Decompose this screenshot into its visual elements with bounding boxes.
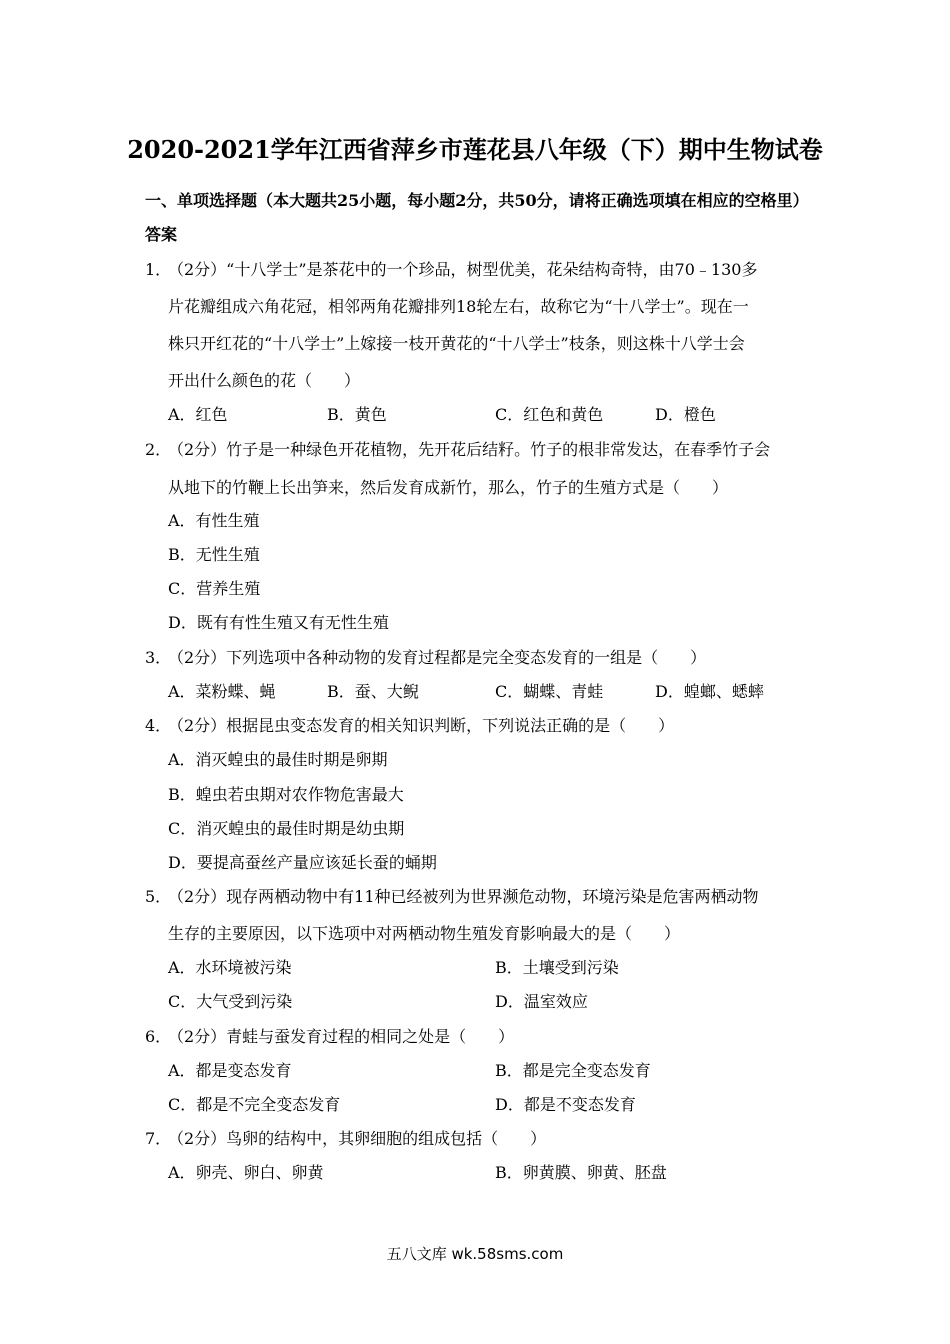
page-title: 2020-2021学年江西省萍乡市莲花县八年级（下）期中生物试卷 (127, 135, 823, 164)
question-stem-line: 生存的主要原因，以下选项中对两栖动物生殖发育影响最大的是（ ） (168, 924, 681, 943)
option-d: D．既有有性生殖又有无性生殖 (168, 613, 389, 632)
question-stem-line: （2分）“十八学士”是茶花中的一个珍品，树型优美，花朵结构奇特，由70﹣130多 (168, 260, 758, 279)
option-b: B．无性生殖 (168, 545, 260, 564)
option-b: B．卵黄膜、卵黄、胚盘 (495, 1163, 667, 1182)
question-stem-line: （2分）青蛙与蚕发育过程的相同之处是（ ） (168, 1027, 515, 1046)
footer-watermark: 五八文库 wk.58sms.com (386, 1245, 564, 1263)
option-c: C．都是不完全变态发育 (168, 1095, 341, 1114)
question-stem-line: （2分）现存两栖动物中有11种已经被列为世界濒危动物，环境污染是危害两栖动物 (168, 887, 759, 906)
option-d: D．都是不变态发育 (495, 1095, 636, 1114)
question-number: 1． (145, 260, 172, 279)
option-b: B．蝗虫若虫期对农作物危害最大 (168, 785, 404, 804)
option-b: B．蚕、大鲵 (327, 682, 419, 701)
option-d: D．温室效应 (495, 992, 588, 1011)
option-a: A．菜粉蝶、蝇 (168, 682, 276, 701)
option-d: D．蝗螂、蟋蟀 (655, 682, 764, 701)
question-stem-line: 开出什么颜色的花（ ） (168, 371, 361, 390)
option-b: B．黄色 (327, 405, 387, 424)
option-a: A．都是变态发育 (168, 1061, 292, 1080)
question-stem-line: 株只开红花的“十八学士”上嫁接一枝开黄花的“十八学士”枝条，则这株十八学士会 (168, 334, 745, 353)
question-number: 6． (145, 1027, 172, 1046)
question-stem-line: （2分）根据昆虫变态发育的相关知识判断，下列说法正确的是（ ） (168, 716, 675, 735)
option-a: A．有性生殖 (168, 511, 260, 530)
question-stem-line: （2分）竹子是一种绿色开花植物，先开花后结籽。竹子的根非常发达，在春季竹子会 (168, 440, 771, 459)
question-stem-line: 片花瓣组成六角花冠，相邻两角花瓣排列18轮左右，故称它为“十八学士”。现在一 (168, 297, 749, 316)
option-d: D．要提高蚕丝产量应该延长蚕的蛹期 (168, 853, 437, 872)
question-stem-line: （2分）鸟卵的结构中，其卵细胞的组成包括（ ） (168, 1129, 547, 1148)
section-heading: 一、单项选择题（本大题共25小题，每小题2分，共50分，请将正确选项填在相应的空格里）答案 (145, 191, 809, 244)
option-b: B．都是完全变态发育 (495, 1061, 651, 1080)
question-stem-line: 从地下的竹鞭上长出笋来，然后发育成新竹，那么，竹子的生殖方式是（ ） (168, 478, 729, 497)
question-stem-line: （2分）下列选项中各种动物的发育过程都是完全变态发育的一组是（ ） (168, 648, 707, 667)
option-a: A．消灭蝗虫的最佳时期是卵期 (168, 750, 388, 769)
question-number: 4． (145, 716, 172, 735)
option-c: C．蝴蝶、青蛙 (495, 682, 604, 701)
question-number: 3． (145, 648, 172, 667)
option-c: C．营养生殖 (168, 579, 261, 598)
question-number: 7． (145, 1129, 172, 1148)
option-b: B．土壤受到污染 (495, 958, 619, 977)
option-a: A．卵壳、卵白、卵黄 (168, 1163, 324, 1182)
option-c: C．大气受到污染 (168, 992, 293, 1011)
option-d: D．橙色 (655, 405, 716, 424)
option-a: A．水环境被污染 (168, 958, 292, 977)
option-c: C．消灭蝗虫的最佳时期是幼虫期 (168, 819, 405, 838)
option-a: A．红色 (168, 405, 228, 424)
option-c: C．红色和黄色 (495, 405, 604, 424)
question-number: 5． (145, 887, 172, 906)
question-number: 2． (145, 440, 172, 459)
